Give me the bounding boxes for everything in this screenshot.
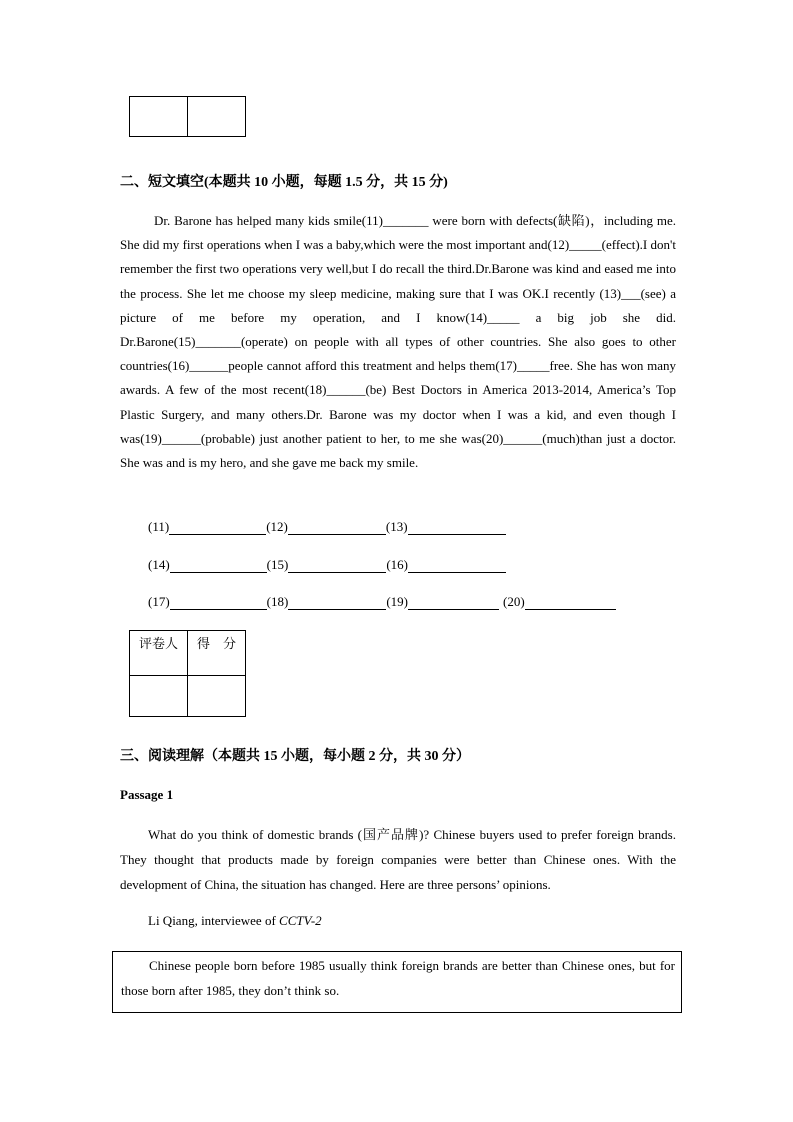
- answer-slot[interactable]: (20): [503, 594, 616, 610]
- section2-passage: Dr. Barone has helped many kids smile(11)_______ were born with defects(缺陷)，including me. She did my first operations when I was a baby,which were the most important and(12)_____(effect).I don't remember the first two operations very well,but I do recall the third.Dr.Barone was kind and eased me into the process. She let me choose my sleep medicine, making sure that I was OK.I recently (13)___(see) a picture of me before my operation, and I know(14)_____ a big job she did. Dr.Barone(15)_______(operate) on people with all types of other countries. She also goes to other countries(16)______people cannot afford this treatment and helps them(17)_____free. She has won many awards. A few of the most recent(18)______(be) Best Doctors in America 2013-2014, America’s Top Plastic Surgery, and many others.Dr. Barone was my doctor when I was a kid, and even though I was(19)______(probable) just another patient to her, to me she was(20)______(much)than just a doctor. She was and is my hero, and she gave me back my smile.: [120, 213, 676, 471]
- section3-heading: 三、阅读理解（本题共 15 小题，每小题 2 分，共 30 分）: [120, 749, 470, 764]
- answer-slot[interactable]: (19): [386, 594, 503, 610]
- score-label: 得 分: [188, 631, 246, 676]
- score-cell[interactable]: [188, 676, 246, 717]
- section2-heading: 二、短文填空(本题共 10 小题，每题 1.5 分，共 15 分): [120, 175, 448, 190]
- speaker-line: [148, 913, 322, 929]
- answer-slot[interactable]: (17): [148, 594, 267, 610]
- answer-slot[interactable]: (11): [148, 519, 266, 535]
- answer-row-1: [148, 519, 616, 557]
- speaker-name: Li Qiang, interviewee of: [148, 913, 280, 928]
- passage-intro: What do you think of domestic brands (国产品牌)? Chinese buyers used to prefer foreign brands. They thought that products made by foreign companies were better than Chinese ones. With the development of China, the situation has changed. Here are three persons’ opinions.: [120, 827, 676, 892]
- quote-box: [112, 951, 682, 1013]
- answer-slot[interactable]: (15): [267, 557, 387, 573]
- answer-slot[interactable]: (14): [148, 557, 267, 573]
- answer-slot[interactable]: (16): [386, 557, 506, 573]
- passage-title: Passage 1: [120, 787, 174, 802]
- answer-slot[interactable]: (13): [386, 519, 506, 535]
- top-score-box: [129, 96, 246, 137]
- answer-lines: [148, 519, 616, 632]
- scorer-table: [129, 630, 246, 717]
- answer-slot[interactable]: (18): [267, 594, 387, 610]
- speaker-org: CCTV-2: [279, 913, 322, 928]
- score-cell-right[interactable]: [188, 97, 246, 137]
- quote-text: Chinese people born before 1985 usually think foreign brands are better than Chinese ones, but for those born after 1985, they don’t think so.: [121, 958, 675, 998]
- answer-slot[interactable]: (12): [266, 519, 386, 535]
- answer-row-3: [148, 594, 616, 632]
- answer-row-2: [148, 557, 616, 595]
- scorer-label: 评卷人: [130, 631, 188, 676]
- scorer-cell[interactable]: [130, 676, 188, 717]
- score-cell-left[interactable]: [130, 97, 188, 137]
